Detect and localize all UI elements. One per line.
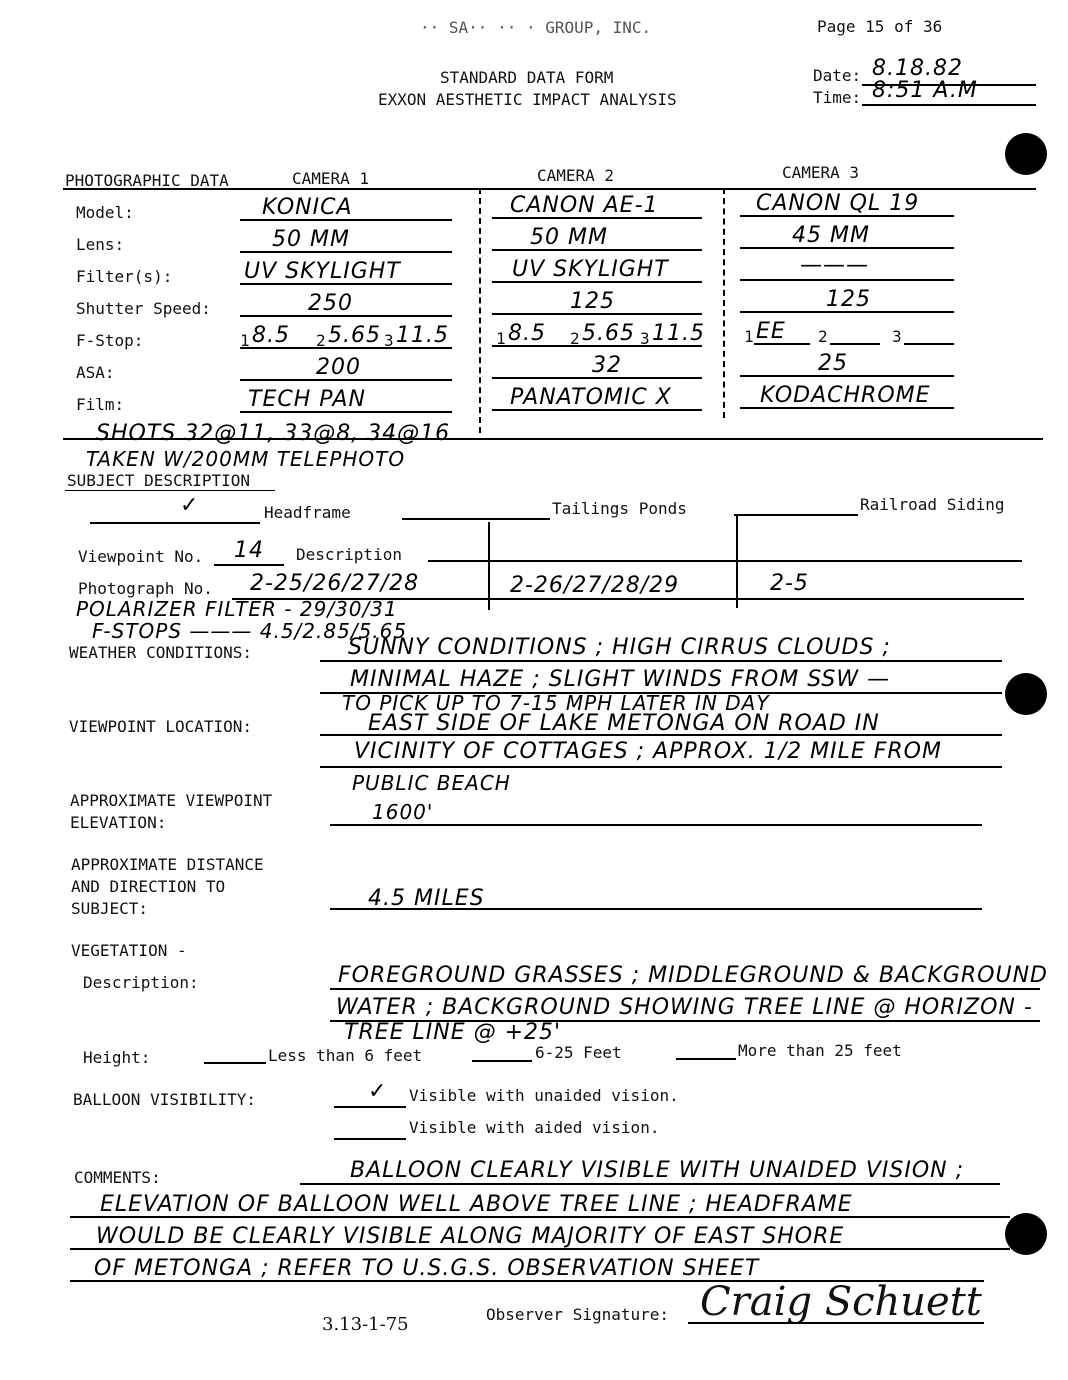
punch-hole bbox=[1005, 1213, 1047, 1255]
camera-2-fstop-2: 5.65 bbox=[582, 321, 635, 346]
input-line bbox=[740, 215, 954, 217]
elevation-value: 1600' bbox=[372, 800, 434, 824]
photo-header-rule bbox=[63, 188, 1036, 190]
headframe-check: ✓ bbox=[180, 493, 200, 518]
model-label: Model: bbox=[76, 203, 134, 222]
input-line bbox=[320, 660, 1002, 662]
fstop-number: 2 bbox=[570, 329, 580, 348]
input-line bbox=[330, 908, 982, 910]
checkbox-line bbox=[472, 1060, 532, 1062]
fstop-number: 1 bbox=[496, 329, 506, 348]
company-name: ·· SA·· ·· · GROUP, INC. bbox=[420, 18, 652, 37]
photograph-value-1: 2-25/26/27/28 bbox=[250, 571, 420, 596]
tailings-option: Tailings Ponds bbox=[552, 499, 687, 518]
input-line bbox=[740, 407, 954, 409]
camera-1-film: TECH PAN bbox=[248, 387, 366, 412]
height-option-1: Less than 6 feet bbox=[268, 1046, 423, 1065]
input-line bbox=[492, 345, 702, 347]
fstop-label: F-Stop: bbox=[76, 331, 144, 350]
date-value: 8.18.82 bbox=[872, 56, 963, 81]
checkbox-line bbox=[402, 518, 550, 520]
weather-line-3: TO PICK UP TO 7-15 MPH LATER IN DAY bbox=[342, 691, 770, 715]
balloon-option-aided: Visible with aided vision. bbox=[409, 1118, 660, 1137]
camera-2-lens: 50 MM bbox=[530, 225, 608, 250]
camera-3-fstop-1: EE bbox=[756, 319, 786, 344]
location-line-1: EAST SIDE OF LAKE METONGA ON ROAD IN bbox=[368, 711, 880, 736]
punch-hole bbox=[1005, 133, 1047, 175]
input-line bbox=[320, 734, 1002, 736]
camera-1-fstop-2: 5.65 bbox=[328, 323, 381, 348]
input-line bbox=[240, 251, 452, 253]
distance-label-1: APPROXIMATE DISTANCE bbox=[71, 855, 264, 874]
camera-3-model: CANON QL 19 bbox=[756, 191, 920, 216]
camera-1-lens: 50 MM bbox=[272, 227, 350, 252]
headframe-option: Headframe bbox=[264, 503, 351, 522]
comments-line-3: WOULD BE CLEARLY VISIBLE ALONG MAJORITY OF EAST SHORE bbox=[96, 1224, 845, 1249]
input-line bbox=[492, 281, 702, 283]
camera-2-filter: UV SKYLIGHT bbox=[512, 257, 669, 282]
camera-2-asa: 32 bbox=[592, 353, 622, 378]
photograph-value-3: 2-5 bbox=[770, 571, 809, 596]
checkbox-line bbox=[334, 1106, 406, 1108]
viewpoint-value: 14 bbox=[234, 538, 264, 563]
comments-line-1: BALLOON CLEARLY VISIBLE WITH UNAIDED VISION ; bbox=[350, 1158, 964, 1183]
label-underline bbox=[65, 490, 275, 491]
input-line bbox=[300, 1183, 1000, 1185]
comments-line-4: OF METONGA ; REFER TO U.S.G.S. OBSERVATION SHEET bbox=[94, 1256, 760, 1281]
input-line bbox=[70, 1216, 1010, 1218]
vegetation-line-1: FOREGROUND GRASSES ; MIDDLEGROUND & BACKGROUND bbox=[338, 963, 1048, 988]
vegetation-line-2: WATER ; BACKGROUND SHOWING TREE LINE @ HORIZON - bbox=[336, 995, 1033, 1020]
film-label: Film: bbox=[76, 395, 125, 414]
input-line bbox=[240, 347, 452, 349]
vegetation-line-3: TREE LINE @ +25' bbox=[344, 1020, 562, 1045]
time-value: 8:51 A.M bbox=[872, 78, 978, 103]
weather-line-2: MINIMAL HAZE ; SLIGHT WINDS FROM SSW — bbox=[350, 667, 891, 692]
height-label: Height: bbox=[83, 1048, 151, 1067]
checkbox-line bbox=[204, 1062, 266, 1064]
camera-1-header: CAMERA 1 bbox=[292, 169, 370, 188]
camera-1-filter: UV SKYLIGHT bbox=[244, 259, 401, 284]
elevation-label-2: ELEVATION: bbox=[70, 813, 167, 832]
fstop-number: 2 bbox=[316, 331, 326, 350]
camera-3-header: CAMERA 3 bbox=[782, 163, 860, 182]
camera-1-shutter: 250 bbox=[308, 291, 353, 316]
location-line-2: VICINITY OF COTTAGES ; APPROX. 1/2 MILE FROM bbox=[354, 739, 942, 764]
input-line bbox=[70, 1248, 1010, 1250]
balloon-option-unaided: Visible with unaided vision. bbox=[409, 1086, 679, 1105]
lens-label: Lens: bbox=[76, 235, 125, 254]
balloon-visibility-label: BALLOON VISIBILITY: bbox=[73, 1090, 257, 1109]
subject-description-label: SUBJECT DESCRIPTION bbox=[67, 471, 251, 490]
input-line bbox=[740, 375, 954, 377]
form-subtitle: EXXON AESTHETIC IMPACT ANALYSIS bbox=[378, 90, 677, 109]
fstop-number: 1 bbox=[744, 327, 754, 346]
fstop-number: 3 bbox=[384, 331, 394, 350]
height-option-2: 6-25 Feet bbox=[535, 1043, 622, 1062]
comments-line-2: ELEVATION OF BALLOON WELL ABOVE TREE LINE ; HEADFRAME bbox=[100, 1192, 853, 1217]
camera-3-lens: 45 MM bbox=[792, 223, 870, 248]
filter-label: Filter(s): bbox=[76, 267, 173, 286]
checkbox-line bbox=[676, 1058, 736, 1060]
camera-2-fstop-1: 8.5 bbox=[508, 321, 546, 346]
input-line bbox=[320, 766, 1002, 768]
observer-signature-label: Observer Signature: bbox=[486, 1305, 670, 1324]
camera-2-fstop-3: 11.5 bbox=[652, 321, 705, 346]
camera-3-shutter: 125 bbox=[826, 287, 871, 312]
viewpoint-location-label: VIEWPOINT LOCATION: bbox=[69, 717, 253, 736]
camera-2-shutter: 125 bbox=[570, 289, 615, 314]
viewpoint-label: Viewpoint No. bbox=[78, 547, 204, 566]
camera-1-fstop-3: 11.5 bbox=[396, 323, 449, 348]
camera-1-fstop-1: 8.5 bbox=[252, 323, 290, 348]
distance-value: 4.5 MILES bbox=[368, 886, 485, 911]
input-line bbox=[330, 988, 1040, 990]
telephoto-note: TAKEN W/200MM TELEPHOTO bbox=[86, 447, 406, 471]
railroad-option: Railroad Siding bbox=[860, 495, 1005, 514]
input-line bbox=[754, 343, 810, 345]
fstop-number: 3 bbox=[640, 329, 650, 348]
punch-hole bbox=[1005, 673, 1047, 715]
camera-1-model: KONICA bbox=[262, 195, 353, 220]
asa-label: ASA: bbox=[76, 363, 115, 382]
camera-2-model: CANON AE-1 bbox=[510, 193, 659, 218]
input-line bbox=[492, 409, 702, 411]
camera-2-header: CAMERA 2 bbox=[537, 166, 615, 185]
input-line bbox=[830, 343, 880, 345]
fstops-note: F-STOPS ——— 4.5/2.85/5.65 bbox=[92, 619, 408, 643]
observer-signature: Craig Schuett bbox=[700, 1279, 982, 1325]
input-line bbox=[492, 217, 702, 219]
balloon-check: ✓ bbox=[368, 1079, 388, 1104]
camera-3-filter: ——— bbox=[800, 253, 869, 278]
form-code: 3.13-1-75 bbox=[322, 1314, 409, 1335]
photo-section-rule bbox=[63, 438, 1043, 440]
date-label: Date: bbox=[813, 66, 862, 85]
subject-divider bbox=[488, 522, 490, 610]
signature-line bbox=[688, 1322, 984, 1324]
vegetation-label: VEGETATION - bbox=[71, 941, 187, 960]
input-line bbox=[240, 379, 452, 381]
input-line bbox=[492, 377, 702, 379]
camera-3-film: KODACHROME bbox=[760, 383, 931, 408]
input-line bbox=[904, 343, 954, 345]
description-label: Description bbox=[296, 545, 402, 564]
input-line bbox=[492, 313, 702, 315]
input-line bbox=[740, 247, 954, 249]
page-number: Page 15 of 36 bbox=[817, 17, 943, 36]
photograph-value-2: 2-26/27/28/29 bbox=[510, 573, 680, 598]
fstop-number: 2 bbox=[818, 327, 828, 346]
comments-label: COMMENTS: bbox=[74, 1168, 161, 1187]
distance-label-2: AND DIRECTION TO bbox=[71, 877, 226, 896]
input-line bbox=[240, 411, 452, 413]
time-line bbox=[862, 104, 1036, 106]
distance-label-3: SUBJECT: bbox=[71, 899, 149, 918]
time-label: Time: bbox=[813, 88, 862, 107]
camera-1-asa: 200 bbox=[316, 355, 361, 380]
elevation-label-1: APPROXIMATE VIEWPOINT bbox=[70, 791, 273, 810]
weather-label: WEATHER CONDITIONS: bbox=[69, 643, 253, 662]
input-line bbox=[740, 279, 954, 281]
location-line-3: PUBLIC BEACH bbox=[352, 771, 511, 795]
height-option-3: More than 25 feet bbox=[738, 1041, 902, 1060]
checkbox-line bbox=[734, 514, 858, 516]
weather-line-1: SUNNY CONDITIONS ; HIGH CIRRUS CLOUDS ; bbox=[348, 635, 891, 660]
shutter-label: Shutter Speed: bbox=[76, 299, 211, 318]
input-line bbox=[740, 311, 954, 313]
camera-2-film: PANATOMIC X bbox=[510, 385, 672, 410]
column-divider bbox=[479, 188, 481, 433]
input-line bbox=[492, 249, 702, 251]
camera-3-asa: 25 bbox=[818, 351, 848, 376]
input-line bbox=[214, 564, 284, 566]
shots-note: SHOTS 32@11, 33@8, 34@16 bbox=[96, 421, 451, 446]
input-line bbox=[240, 315, 452, 317]
column-divider bbox=[723, 188, 725, 418]
vegetation-description-label: Description: bbox=[83, 973, 199, 992]
input-line bbox=[428, 560, 1022, 562]
photograph-label: Photograph No. bbox=[78, 579, 213, 598]
polarizer-note: POLARIZER FILTER - 29/30/31 bbox=[76, 597, 398, 621]
checkbox-line bbox=[334, 1138, 406, 1140]
input-line bbox=[240, 219, 452, 221]
fstop-number: 3 bbox=[892, 327, 902, 346]
photographic-data-label: PHOTOGRAPHIC DATA bbox=[65, 171, 229, 190]
input-line bbox=[330, 824, 982, 826]
form-title: STANDARD DATA FORM bbox=[440, 68, 614, 87]
checkbox-line bbox=[90, 522, 260, 524]
fstop-number: 1 bbox=[240, 331, 250, 350]
input-line bbox=[240, 283, 452, 285]
